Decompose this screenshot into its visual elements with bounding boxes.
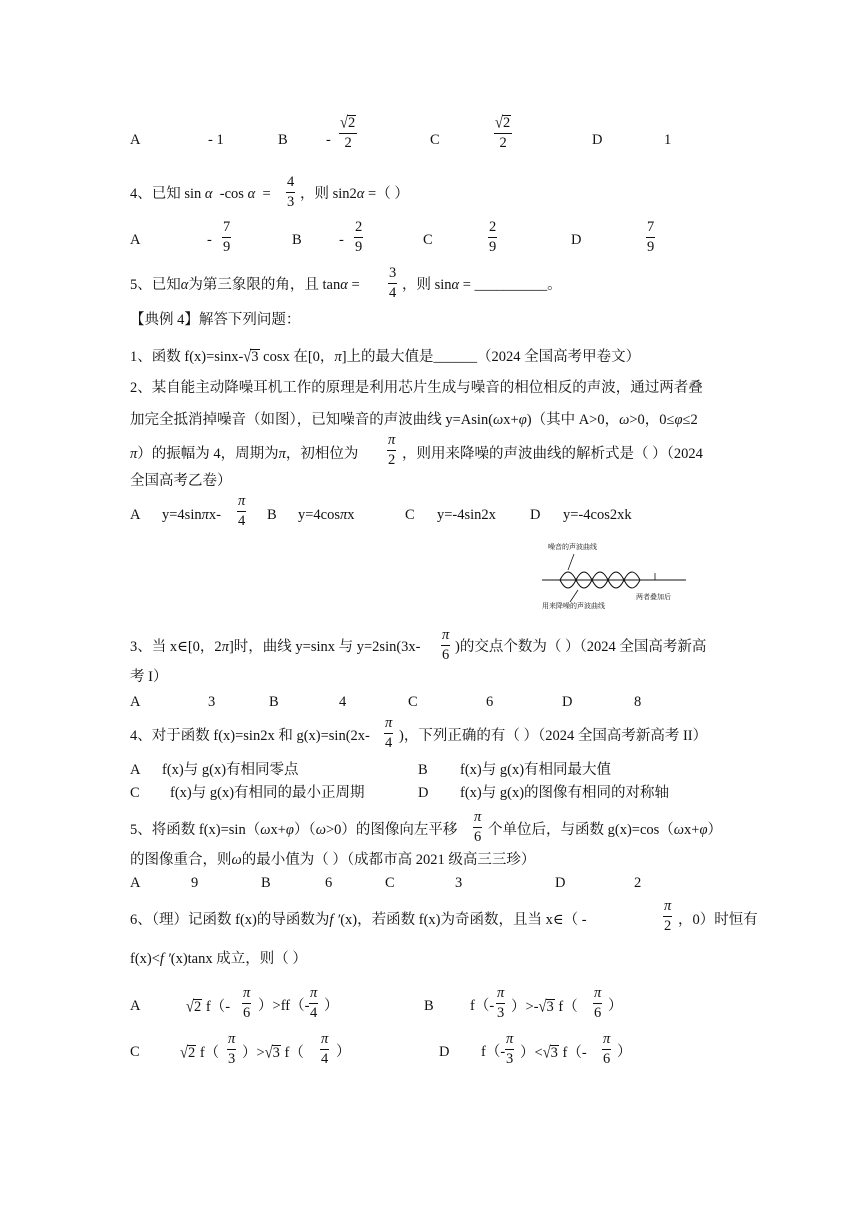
- q6-option-a-label: A: [130, 998, 141, 1014]
- q6-option-b-label: B: [424, 998, 434, 1014]
- q4b-option-d-text: f(x)与 g(x)的图像有相同的对称轴: [460, 785, 670, 801]
- q2-option-a-text: y=4sinπx-: [162, 507, 221, 523]
- example-4-q3-end: )的交点个数为（ ）（2024 全国高考新高: [455, 639, 707, 655]
- figure-label-noise: 噪音的声波曲线: [548, 543, 597, 551]
- q6-option-a-close: ）: [324, 998, 339, 1014]
- example-4-q2-line2: 加完全抵消掉噪音（如图），已知噪音的声波曲线 y=Asin(ωx+φ)（其中 A>0，ω>0，0≤φ≤2: [130, 412, 698, 428]
- fraction-pi-over-6: π 6: [442, 627, 450, 663]
- example-4-q4: 4、对于函数 f(x)=sin2x 和 g(x)=sin(2x-: [130, 728, 370, 744]
- example-4-q6-end: ，0）时恒有: [678, 912, 758, 928]
- example-4-title: 【典例 4】解答下列问题：: [130, 312, 301, 328]
- q6-option-d-close: ）: [617, 1044, 632, 1060]
- q4-option-a-label: A: [130, 232, 141, 248]
- q4-option-c-fraction: 2 9: [489, 219, 497, 255]
- q2-option-b-text: y=4cosπx: [298, 507, 355, 523]
- example-4-q3-line2: 考 I）: [130, 669, 168, 685]
- q3-option-b-label: B: [269, 694, 279, 710]
- q6-option-c-label: C: [130, 1044, 140, 1060]
- option-d-value: 1: [664, 132, 672, 148]
- q3-option-d-label: D: [562, 694, 573, 710]
- fraction-sqrt2-over-2: √2 2: [340, 113, 356, 151]
- example-4-q1: 1、函数 f(x)=sinx-√3 cosx 在[0，π]上的最大值是______（2024 全国高考甲卷文）: [130, 347, 641, 367]
- example-4-q6-line2: f(x)<f ′(x)tanx 成立，则（ ）: [130, 951, 307, 967]
- q4-option-c-label: C: [423, 232, 433, 248]
- q5-option-c-value: 3: [455, 875, 463, 891]
- q3-option-c-value: 6: [486, 694, 494, 710]
- q5-option-d-value: 2: [634, 875, 642, 891]
- fraction-pi-over-3: π 3: [497, 985, 505, 1021]
- option-b-label: B: [278, 132, 288, 148]
- fraction-pi-over-2: π 2: [388, 432, 396, 468]
- q4b-option-b-label: B: [418, 762, 428, 778]
- q6-option-d-part2: ）<√3 f（-: [520, 1043, 587, 1063]
- q4b-option-c-text: f(x)与 g(x)有相同的最小正周期: [170, 785, 365, 801]
- option-d-label: D: [592, 132, 603, 148]
- fraction-pi-over-6: π 6: [603, 1031, 611, 1067]
- q5-option-a-label: A: [130, 875, 141, 891]
- option-a-label: A: [130, 132, 141, 148]
- fraction-pi-over-4: π 4: [310, 985, 318, 1021]
- example-4-q2-line1: 2、某自能主动降噪耳机工作的原理是利用芯片生成与噪音的相位相反的声波，通过两者叠: [130, 380, 703, 396]
- fraction-pi-over-3: π 3: [228, 1031, 236, 1067]
- q5-option-b-label: B: [261, 875, 271, 891]
- q6-option-d-label: D: [439, 1044, 450, 1060]
- q6-option-d-part1: f（-: [481, 1044, 506, 1060]
- fraction-pi-over-6: π 6: [594, 985, 602, 1021]
- fraction-4-3: 4 3: [287, 174, 295, 210]
- question-4-stem: 4、已知 sin α -cos α =: [130, 186, 271, 202]
- q4b-option-b-text: f(x)与 g(x)有相同最大值: [460, 762, 612, 778]
- fraction-pi-over-2: π 2: [664, 898, 672, 934]
- question-5-stem: 5、已知α为第三象限的角，且 tanα =: [130, 277, 360, 293]
- q3-option-d-value: 8: [634, 694, 642, 710]
- example-4-q6: 6、（理）记函数 f(x)的导函数为f ′(x)，若函数 f(x)为奇函数，且当 x∈（ -: [130, 912, 587, 928]
- example-4-q3: 3、当 x∈[0，2π]时，曲线 y=sinx 与 y=2sin(3x-: [130, 639, 421, 655]
- question-4-stem-end: ，则 sin2α =（ ）: [300, 186, 409, 202]
- fraction-pi-over-6: π 6: [243, 985, 251, 1021]
- figure-label-sum: 两者叠加后: [636, 593, 671, 601]
- q5-option-a-value: 9: [191, 875, 199, 891]
- q5-option-b-value: 6: [325, 875, 333, 891]
- fraction-sqrt2-over-2: √2 2: [495, 113, 511, 151]
- q6-option-c-close: ）: [336, 1044, 351, 1060]
- q4-option-b-sign: -: [339, 232, 344, 248]
- sound-wave-figure: [540, 540, 690, 618]
- q4-option-b-label: B: [292, 232, 302, 248]
- fraction-pi-over-4: π 4: [321, 1031, 329, 1067]
- q2-option-d-label: D: [530, 507, 541, 523]
- q3-option-b-value: 4: [339, 694, 347, 710]
- example-4-q5: 5、将函数 f(x)=sin（ωx+φ）（ω>0）的图像向左平移: [130, 822, 458, 838]
- q6-option-b-part2: ）>-√3 f（: [511, 997, 578, 1017]
- example-4-q2-line3-end: ，则用来降噪的声波曲线的解析式是（ ）（2024: [402, 446, 703, 462]
- example-4-q4-end: )，下列正确的有（ ）（2024 全国高考新高考 II）: [399, 728, 708, 744]
- q5-option-c-label: C: [385, 875, 395, 891]
- q6-option-b-close: ）: [608, 998, 623, 1014]
- fraction-pi-over-6: π 6: [474, 809, 482, 845]
- q2-option-d-text: y=-4cos2xk: [563, 507, 632, 523]
- figure-label-cancel: 用来降噪的声波曲线: [542, 602, 605, 610]
- q3-option-a-value: 3: [208, 694, 216, 710]
- q4-option-d-label: D: [571, 232, 582, 248]
- fraction-3-4: 3 4: [389, 265, 397, 301]
- q3-option-a-label: A: [130, 694, 141, 710]
- option-b-sign: -: [326, 132, 331, 148]
- question-5-stem-end: ，则 sinα = __________。: [402, 277, 562, 293]
- q2-option-c-text: y=-4sin2x: [437, 507, 496, 523]
- q4-option-a-sign: -: [207, 232, 212, 248]
- fraction-pi-over-4: π 4: [385, 715, 393, 751]
- option-a-value: - 1: [208, 132, 224, 148]
- q4-option-b-fraction: 2 9: [355, 219, 363, 255]
- q5-option-d-label: D: [555, 875, 566, 891]
- q4b-option-a-label: A: [130, 762, 141, 778]
- q4b-option-d-label: D: [418, 785, 429, 801]
- q4-option-d-fraction: 7 9: [647, 219, 655, 255]
- q6-option-a-part1: √2 f（-: [186, 997, 231, 1017]
- q4b-option-a-text: f(x)与 g(x)有相同零点: [162, 762, 299, 778]
- q2-option-a-label: A: [130, 507, 141, 523]
- q4-option-a-fraction: 7 9: [223, 219, 231, 255]
- q4b-option-c-label: C: [130, 785, 140, 801]
- example-4-q5-line2: 的图像重合，则ω的最小值为（ ）（成都市高 2021 级高三三珍）: [130, 852, 536, 868]
- example-4-q2-line4: 全国高考乙卷）: [130, 473, 232, 489]
- q6-option-c-part2: ）>√3 f（: [242, 1043, 304, 1063]
- q2-option-c-label: C: [405, 507, 415, 523]
- option-c-label: C: [430, 132, 440, 148]
- q2-option-b-label: B: [267, 507, 277, 523]
- fraction-pi-over-3: π 3: [506, 1031, 514, 1067]
- example-4-q5-end: 个单位后，与函数 g(x)=cos（ωx+φ）: [488, 822, 723, 838]
- q6-option-b-part1: f（-: [470, 998, 495, 1014]
- q6-option-a-part2: ）>ff（-: [258, 998, 310, 1014]
- example-4-q2-line3: π）的振幅为 4，周期为π，初相位为: [130, 446, 359, 462]
- fraction-pi-over-4: π 4: [238, 493, 246, 529]
- q6-option-c-part1: √2 f（: [180, 1043, 220, 1063]
- q3-option-c-label: C: [408, 694, 418, 710]
